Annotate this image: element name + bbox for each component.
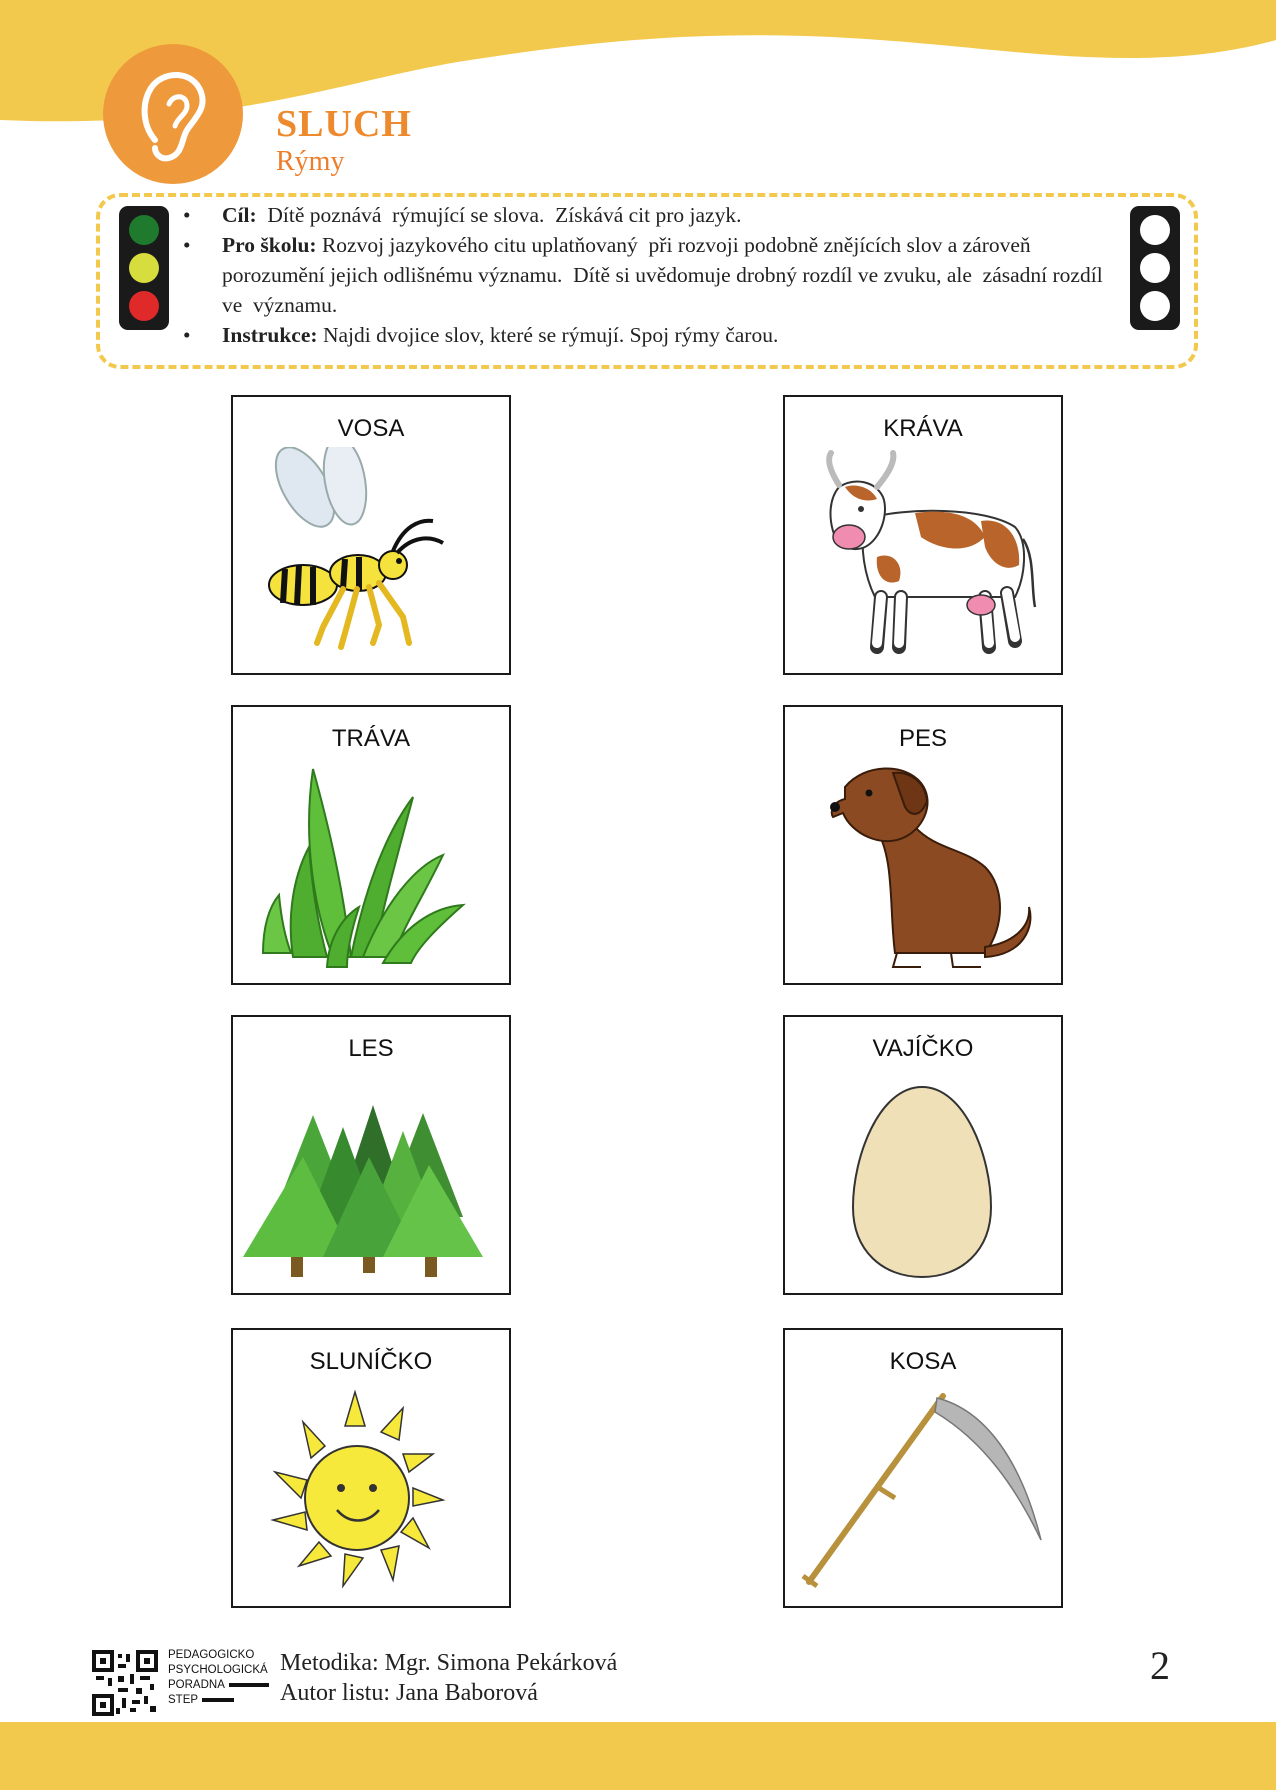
info-item-school xyxy=(175,230,1125,320)
card-word: KOSA xyxy=(889,1348,957,1375)
traffic-light-color-icon xyxy=(119,206,169,330)
info-goal-label: Cíl: xyxy=(222,203,257,227)
card-word: TRÁVA xyxy=(331,725,411,752)
card-vosa[interactable] xyxy=(231,395,511,675)
org-logo xyxy=(168,1648,269,1708)
bullet: • xyxy=(183,323,191,347)
info-goal-text: Dítě poznává rýmující se slova. Získává cit pro jazyk. xyxy=(256,203,742,227)
info-school-text: Rozvoj jazykového citu uplatňovaný při rozvoji podobně znějících slov a zároveň porozumění jejich odlišnému významu. Dítě si uvědomuje drobný rozdíl ve zvuku, ale zásadní rozdíl ve významu. xyxy=(222,233,1109,317)
card-word: VOSA xyxy=(337,415,405,442)
sun-icon xyxy=(233,1380,509,1606)
card-les[interactable] xyxy=(231,1015,511,1295)
card-pes[interactable] xyxy=(783,705,1063,985)
org-line: PORADNA xyxy=(168,1678,269,1693)
info-item-goal xyxy=(175,200,1125,230)
forest-icon xyxy=(233,1067,509,1293)
traffic-light-blank-icon xyxy=(1130,206,1180,330)
traffic-lamp-blank-middle xyxy=(1140,253,1170,283)
grass-icon xyxy=(233,757,509,983)
egg-icon xyxy=(785,1067,1061,1293)
ear-badge xyxy=(103,44,243,184)
traffic-lamp-blank-top xyxy=(1140,215,1170,245)
info-item-instructions xyxy=(175,320,1125,350)
page-subtitle: Rýmy xyxy=(276,146,345,177)
footer-band xyxy=(0,1722,1276,1790)
org-line: PEDAGOGICKO xyxy=(168,1649,255,1661)
traffic-lamp-blank-bottom xyxy=(1140,291,1170,321)
card-krava[interactable] xyxy=(783,395,1063,675)
traffic-lamp-yellow xyxy=(129,253,159,283)
wasp-icon xyxy=(233,447,509,673)
info-instructions-text: Najdi dvojice slov, které se rýmují. Spoj rýmy čarou. xyxy=(317,323,779,347)
card-kosa[interactable] xyxy=(783,1328,1063,1608)
author-credit: Autor listu: Jana Baborová xyxy=(280,1680,538,1706)
dog-icon xyxy=(785,757,1061,983)
card-word: VAJÍČKO xyxy=(872,1035,974,1062)
traffic-lamp-green xyxy=(129,215,159,245)
card-word: LES xyxy=(348,1035,394,1062)
info-instructions-label: Instrukce: xyxy=(222,323,318,347)
traffic-lamp-red xyxy=(129,291,159,321)
card-word: SLUNÍČKO xyxy=(309,1348,433,1375)
info-list xyxy=(175,200,1125,350)
card-slunicko[interactable] xyxy=(231,1328,511,1608)
page-number: 2 xyxy=(1150,1643,1170,1688)
qr-code-icon xyxy=(92,1650,158,1716)
card-word: PES xyxy=(898,725,948,752)
card-trava[interactable] xyxy=(231,705,511,985)
scythe-icon xyxy=(785,1380,1061,1606)
ear-icon xyxy=(103,44,243,184)
org-line: STEP xyxy=(168,1693,269,1708)
info-school-label: Pro školu: xyxy=(222,233,317,257)
card-word: KRÁVA xyxy=(883,415,963,442)
org-line: PSYCHOLOGICKÁ xyxy=(168,1664,268,1676)
bullet: • xyxy=(183,203,191,227)
credits xyxy=(280,1648,617,1708)
card-vajicko[interactable] xyxy=(783,1015,1063,1295)
page-title: SLUCH xyxy=(276,103,412,145)
methodology-credit: Metodika: Mgr. Simona Pekárková xyxy=(280,1650,618,1676)
bullet: • xyxy=(183,233,191,257)
cow-icon xyxy=(785,447,1061,673)
